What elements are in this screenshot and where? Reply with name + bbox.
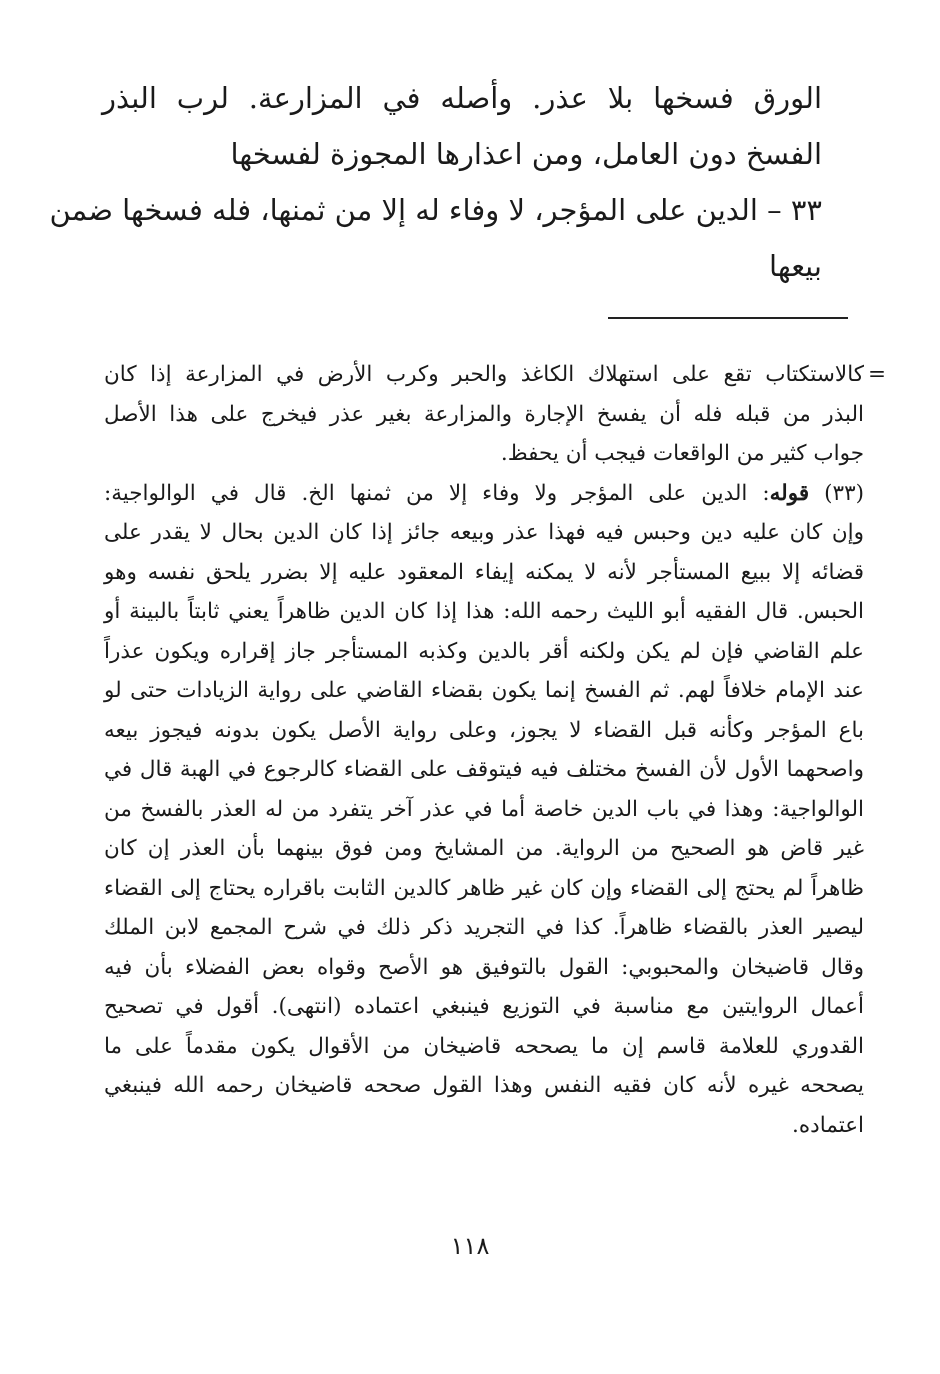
footnote-line: يصححه غيره لأنه كان فقيه النفس وهذا القول صححه قاضيخان رحمه الله فينبغي [104,1073,864,1098]
footnote-line: أعمال الروايتين مع مناسبة في التوزيع فينبغي اعتماده (انتهى). أقول في تصحيح [104,994,864,1019]
footnote-line: الحبس. قال الفقيه أبو الليث رحمه الله: هذا إذا كان الدين ظاهراً يعني ثابتاً بالبينة أو [104,599,864,624]
footnote-line: اعتماده. [792,1112,864,1138]
footnote-line: جواب كثير من الواقعات فيجب أن يحفظ. [500,441,864,466]
footnote-separator-rule [608,317,848,319]
main-text-block [49,70,822,294]
footnote-line: قضائه إلا ببيع المستأجر لأنه لا يمكنه إيفاء المعقود عليه إلا بضرر يلحق نفسه وهو [104,559,864,585]
footnote-line: الوالواجية: وهذا في باب الدين خاصة أما في عذر آخر يتفرد من له العذر بالفسخ من [104,796,864,822]
footnote-note-heading [104,474,864,514]
footnote-line: باع المؤجر وكأنه قبل القضاء لا يجوز، وعلى رواية الأصل يكون بدونه فيجوز بيعه [104,717,864,743]
footnote-line: غير قاض هو الصحيح من الرواية. من المشايخ ومن فوق بينهما بأن العذر إن كان [104,836,864,861]
footnote-line: علم القاضي فإن لم يكن ولكنه أقر بالدين وكذبه المستأجر جاز إقراره ويكون عذراً [104,638,864,664]
footnotes-block [104,355,886,1145]
main-text-line: بيعها [768,249,822,283]
footnote-line: ليصير العذر بالقضاء ظاهراً. كذا في التجريد ذكر ذلك في شرح المجمع لابن الملك [104,915,864,940]
main-text-line: الفسخ دون العامل، ومن اعذارها المجوزة لفسخها [230,137,822,171]
note-keyword: قوله [769,480,810,506]
footnote-line: وإن كان عليه دين وحبس فيه فهذا عذر وبيعه جائز إذا كان الدين بحال لا يقدر على [104,520,864,545]
continuation-mark: = [867,362,886,387]
footnote-line: القدوري للعلامة قاسم إن ما يصححه قاضيخان من الأقوال يكون مقدماً على ما [104,1033,864,1059]
note-number: (٣٣) [824,480,865,506]
footnote-line: البذر من قبله فله أن يفسخ الإجارة والمزارعة بغير عذر فيخرج على هذا الأصل [104,401,864,427]
page-number: ١١٨ [450,1232,490,1260]
note-heading-text: : الدين على المؤجر ولا وفاء إلا من ثمنها الخ. قال في الوالواجية: [104,480,770,506]
main-text-line: الورق فسخها بلا عذر. وأصله في المزارعة. لرب البذر [102,81,822,115]
footnote-line: ظاهراً لم يحتج إلى القضاء وإن كان غير ظاهر كالدين الثابت باقراره يحتاج إلى القضاء [104,875,864,901]
footnote-line: واصحهما الأول لأن الفسخ مختلف فيه فيتوقف على القضاء كالرجوع في الهبة قال في [104,757,864,782]
footnote-line: وقال قاضيخان والمحبوبي: القول بالتوفيق هو الأصح وقواه بعض الفضلاء بأن فيه [104,954,864,980]
footnote-line: كالاستكتاب تقع على استهلاك الكاغذ والحبر وكرب الأرض في المزارعة إذا كان [104,362,864,387]
main-text-line: ٣٣ – الدين على المؤجر، لا وفاء له إلا من ثمنها، فله فسخها ضمن [49,193,822,227]
footnote-line: عند الإمام خلافاً لهم. ثم الفسخ إنما يكون بقضاء القاضي على رواية الزيادات حتى لو [104,678,864,703]
